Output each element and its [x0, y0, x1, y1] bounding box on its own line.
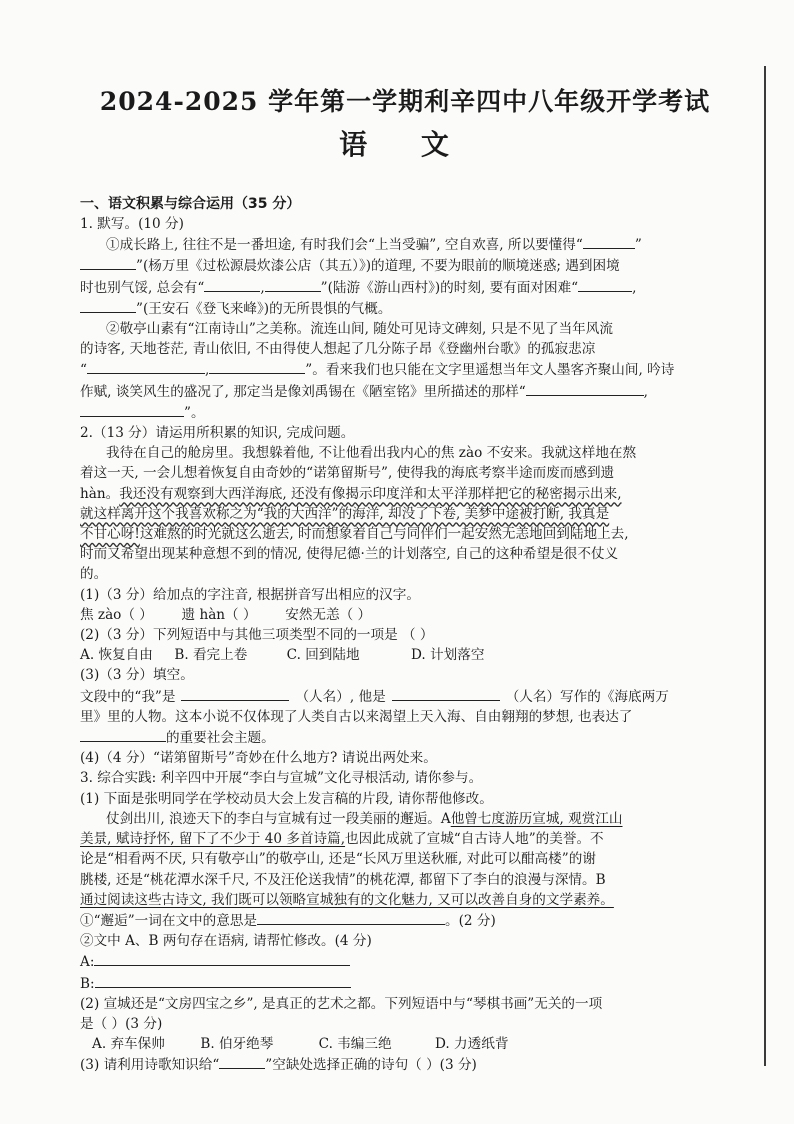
text: , — [204, 362, 210, 379]
item-zao[interactable]: 焦 zào（ ） — [80, 606, 153, 623]
section-heading: 一、语文积累与综合运用（35 分） — [80, 196, 301, 212]
speech-line — [80, 829, 730, 849]
question-3-q2: ②文中 A、B 两句存在语病, 请帮忙修改。(4 分) — [80, 933, 372, 950]
answer-line-a — [80, 951, 730, 972]
question-3-sub1-label: (1) 下面是张明同学在学校动员大会上发言稿的片段, 请你帮他修改。 — [80, 790, 493, 807]
option-d[interactable]: D. 力透纸背 — [434, 1036, 509, 1053]
underlined-sentence-b: 通过阅读这些古诗文, 我们既可以领略宣城独有的文化魅力, 又可以改善自身的文学素养。 — [80, 891, 614, 908]
question-3-sub3 — [80, 1054, 730, 1075]
text: ”(王安石《登飞来峰》)的无所畏惧的气概。 — [136, 300, 392, 317]
text: hàn。 — [80, 485, 120, 502]
question-1-part2-line5 — [80, 402, 730, 423]
text: , — [632, 279, 637, 296]
sub-question-1-items — [80, 605, 730, 625]
answer-blank[interactable] — [204, 277, 260, 292]
answer-blank[interactable] — [219, 1054, 265, 1069]
question-1-part2-line3 — [80, 359, 730, 380]
answer-blank[interactable] — [80, 727, 166, 742]
text: ”。 — [184, 404, 205, 421]
sub-question-3-line3 — [80, 727, 730, 748]
answer-blank[interactable] — [94, 951, 350, 966]
answer-blank[interactable] — [392, 686, 500, 701]
answer-blank[interactable] — [80, 402, 184, 417]
question-1-part2-line2: 的诗客, 天地苍茫, 青山依旧, 不由得使人想起了几分陈子昂《登幽州台歌》的孤寂悲凉 — [80, 341, 596, 358]
text: 文段中的“我”是 — [80, 688, 176, 705]
question-3-label: 3. 综合实践: 利辛四中开展“李白与宣城”文化寻根活动, 请你参与。 — [80, 770, 483, 787]
question-3-sub2-line1: (2) 宣城还是“文房四宝之乡”, 是真正的艺术之都。下列短语中与“琴棋书画”无关的一项 — [80, 995, 603, 1012]
text: , — [643, 383, 648, 400]
answer-blank[interactable] — [95, 973, 351, 988]
text: 。(2 分) — [445, 912, 496, 929]
sub-question-3-label: (3)（3 分）填空。 — [80, 667, 194, 684]
option-c[interactable]: C. 韦编三绝 — [318, 1036, 392, 1053]
question-3-sub2-options — [80, 1034, 730, 1054]
text: （人名）, 他是 — [295, 688, 386, 705]
text: ”空缺处选择正确的诗句（ ）(3 分) — [265, 1057, 477, 1074]
text: 时也别气馁, 总会有“ — [80, 279, 205, 296]
text: ” — [634, 237, 642, 254]
underlined-sentence-a: 美景, 赋诗抒怀, 留下了不少于 40 多首诗篇, — [80, 831, 346, 848]
answer-line-b — [80, 973, 730, 994]
answer-blank[interactable] — [80, 255, 136, 270]
answer-blank[interactable] — [583, 234, 635, 249]
question-1-part1-line2 — [80, 255, 730, 276]
item-yang[interactable]: 安然无恙（ ） — [285, 606, 372, 623]
sub-question-2-label: (2)（3 分）下列短语中与其他三项类型不同的一项是 （ ） — [80, 627, 434, 644]
wavy-underlined-text: 就这样离开这个我喜欢称之为“我的大西洋”的海洋, 却没了下卷, 美梦中途被打断, 我真是 — [80, 505, 610, 522]
speech-line — [80, 890, 730, 910]
sub-question-2-options — [80, 645, 730, 665]
exam-content — [80, 86, 730, 1076]
passage-line — [80, 504, 730, 524]
wavy-underlined-text: 我还没有观察到大西洋海底, 还没有像揭示印度洋和太平洋那样把它的秘密揭示出来, — [119, 485, 622, 502]
question-2 — [80, 423, 730, 768]
question-3-q1 — [80, 910, 730, 931]
passage-line: 着这一天, 一会儿想着恢复自由奇妙的“诺第留斯号”, 使得我的海底考察半途而废而感到遗 — [80, 465, 615, 482]
text: A: — [80, 954, 95, 971]
question-1-part2-line1: ②敬亭山素有“江南诗山”之美称。流连山间, 随处可见诗文碑刻, 只是不见了当年风流 — [106, 321, 613, 338]
option-b[interactable]: B. 伯牙绝琴 — [200, 1036, 274, 1053]
text: (3) 请利用诗歌知识给“ — [80, 1057, 220, 1074]
item-han[interactable]: 遗 hàn（ ） — [181, 606, 257, 623]
sub-question-1-label: (1)（3 分）给加点的字注音, 根据拼音写出相应的汉字。 — [80, 586, 420, 603]
underlined-sentence-a: 他曾七度游历宣城, 观赏江山 — [450, 810, 623, 827]
question-1-part1-line3 — [80, 277, 730, 298]
sub-question-3-line1 — [80, 686, 730, 707]
answer-blank[interactable] — [578, 277, 632, 292]
answer-blank[interactable] — [181, 686, 289, 701]
binding-margin-line — [764, 66, 766, 1066]
text: 作赋, 谈笑风生的盛况了, 那定当是像刘禹锡在《陋室铭》里所描述的那样“ — [80, 383, 526, 400]
text: ”(杨万里《过松源晨炊漆公店（其五）》)的道理, 不要为眼前的顺境迷惑; 遇到困境 — [136, 258, 620, 275]
answer-blank[interactable] — [80, 298, 136, 313]
text: （人名）写作的《海底两万 — [505, 688, 669, 705]
answer-blank[interactable] — [209, 359, 305, 374]
text: ”(陆游《游山西村》)的时刻, 要有面对困难“ — [320, 279, 579, 296]
speech-line — [80, 809, 730, 829]
text: B: — [80, 975, 95, 992]
text: 的重要社会主题。 — [166, 730, 275, 747]
passage-line: 的。 — [80, 566, 108, 583]
passage-line: 我待在自己的舱房里。我想躲着他, 不让他看出我内心的焦 zào 不安来。我就这样地在熬 — [106, 445, 637, 462]
option-b[interactable]: B. 看完上卷 — [174, 647, 248, 664]
passage-line — [80, 484, 730, 504]
text: ”。看来我们也只能在文字里遥想当年文人墨客齐聚山间, 吟诗 — [305, 362, 675, 379]
wavy-underlined-text: 不甘心呀! — [80, 526, 140, 543]
exam-title: 2024-2025 学年第一学期利辛四中八年级开学考试 — [99, 87, 711, 116]
subject-title: 语 文 — [339, 128, 471, 161]
text: 仗剑出川, 浪迹天下的李白与宣城有过一段美丽的邂逅。A — [106, 810, 451, 827]
text: ①“邂逅”一词在文中的意思是 — [80, 912, 258, 929]
question-1-label: 1. 默写。(10 分) — [80, 216, 184, 232]
answer-blank[interactable] — [526, 381, 644, 396]
question-3 — [80, 768, 730, 1075]
answer-blank[interactable] — [257, 910, 445, 925]
passage-line: 时而又希望出现某种意想不到的情况, 使得尼德·兰的计划落空, 自己的这种希望是很不仗义 — [80, 546, 619, 563]
question-1 — [80, 214, 730, 423]
sub-question-4-label: (4)（4 分）“诺第留斯号”奇妙在什么地方? 请说出两处来。 — [80, 750, 437, 767]
text: 也因此成就了宣城“自古诗人地”的美誉。不 — [345, 831, 604, 848]
question-1-part1-line4 — [80, 298, 730, 319]
text: “ — [80, 362, 87, 379]
question-3-sub2-line2: 是（ ）(3 分) — [80, 1015, 163, 1032]
question-2-label: 2.（13 分）请运用所积累的知识, 完成问题。 — [80, 425, 355, 442]
sub-question-3-line2: 里》里的人物。这本小说不仅体现了人类自古以来渴望上天入海、自由翱翔的梦想, 也表达了 — [80, 708, 633, 725]
text: ①成长路上, 往往不是一番坦途, 有时我们会“上当受骗”, 空自欢喜, 所以要懂得“ — [106, 237, 583, 254]
option-d[interactable]: D. 计划落空 — [410, 647, 485, 664]
speech-line: 论是“相看两不厌, 只有敬亭山”的敬亭山, 还是“长风万里送秋雁, 对此可以酣高楼”的谢 — [80, 851, 596, 868]
question-1-part1-line1 — [80, 234, 730, 255]
question-1-part2-line4 — [80, 381, 730, 402]
answer-blank[interactable] — [87, 359, 205, 374]
answer-blank[interactable] — [265, 277, 321, 292]
option-c[interactable]: C. 回到陆地 — [286, 647, 360, 664]
text: , — [260, 279, 265, 296]
passage-line — [80, 524, 730, 544]
option-a[interactable]: A. 弃车保帅 — [92, 1036, 165, 1053]
option-a[interactable]: A. 恢复自由 — [80, 647, 153, 664]
speech-line: 朓楼, 还是“桃花潭水深千尺, 不及汪伦送我情”的桃花潭, 都留下了李白的浪漫与深情。B — [80, 871, 606, 888]
text: 这难熬的时光就这么逝去, 时而想象着自己与同伴们一起安然无恙地回到陆地上去, — [139, 526, 629, 543]
